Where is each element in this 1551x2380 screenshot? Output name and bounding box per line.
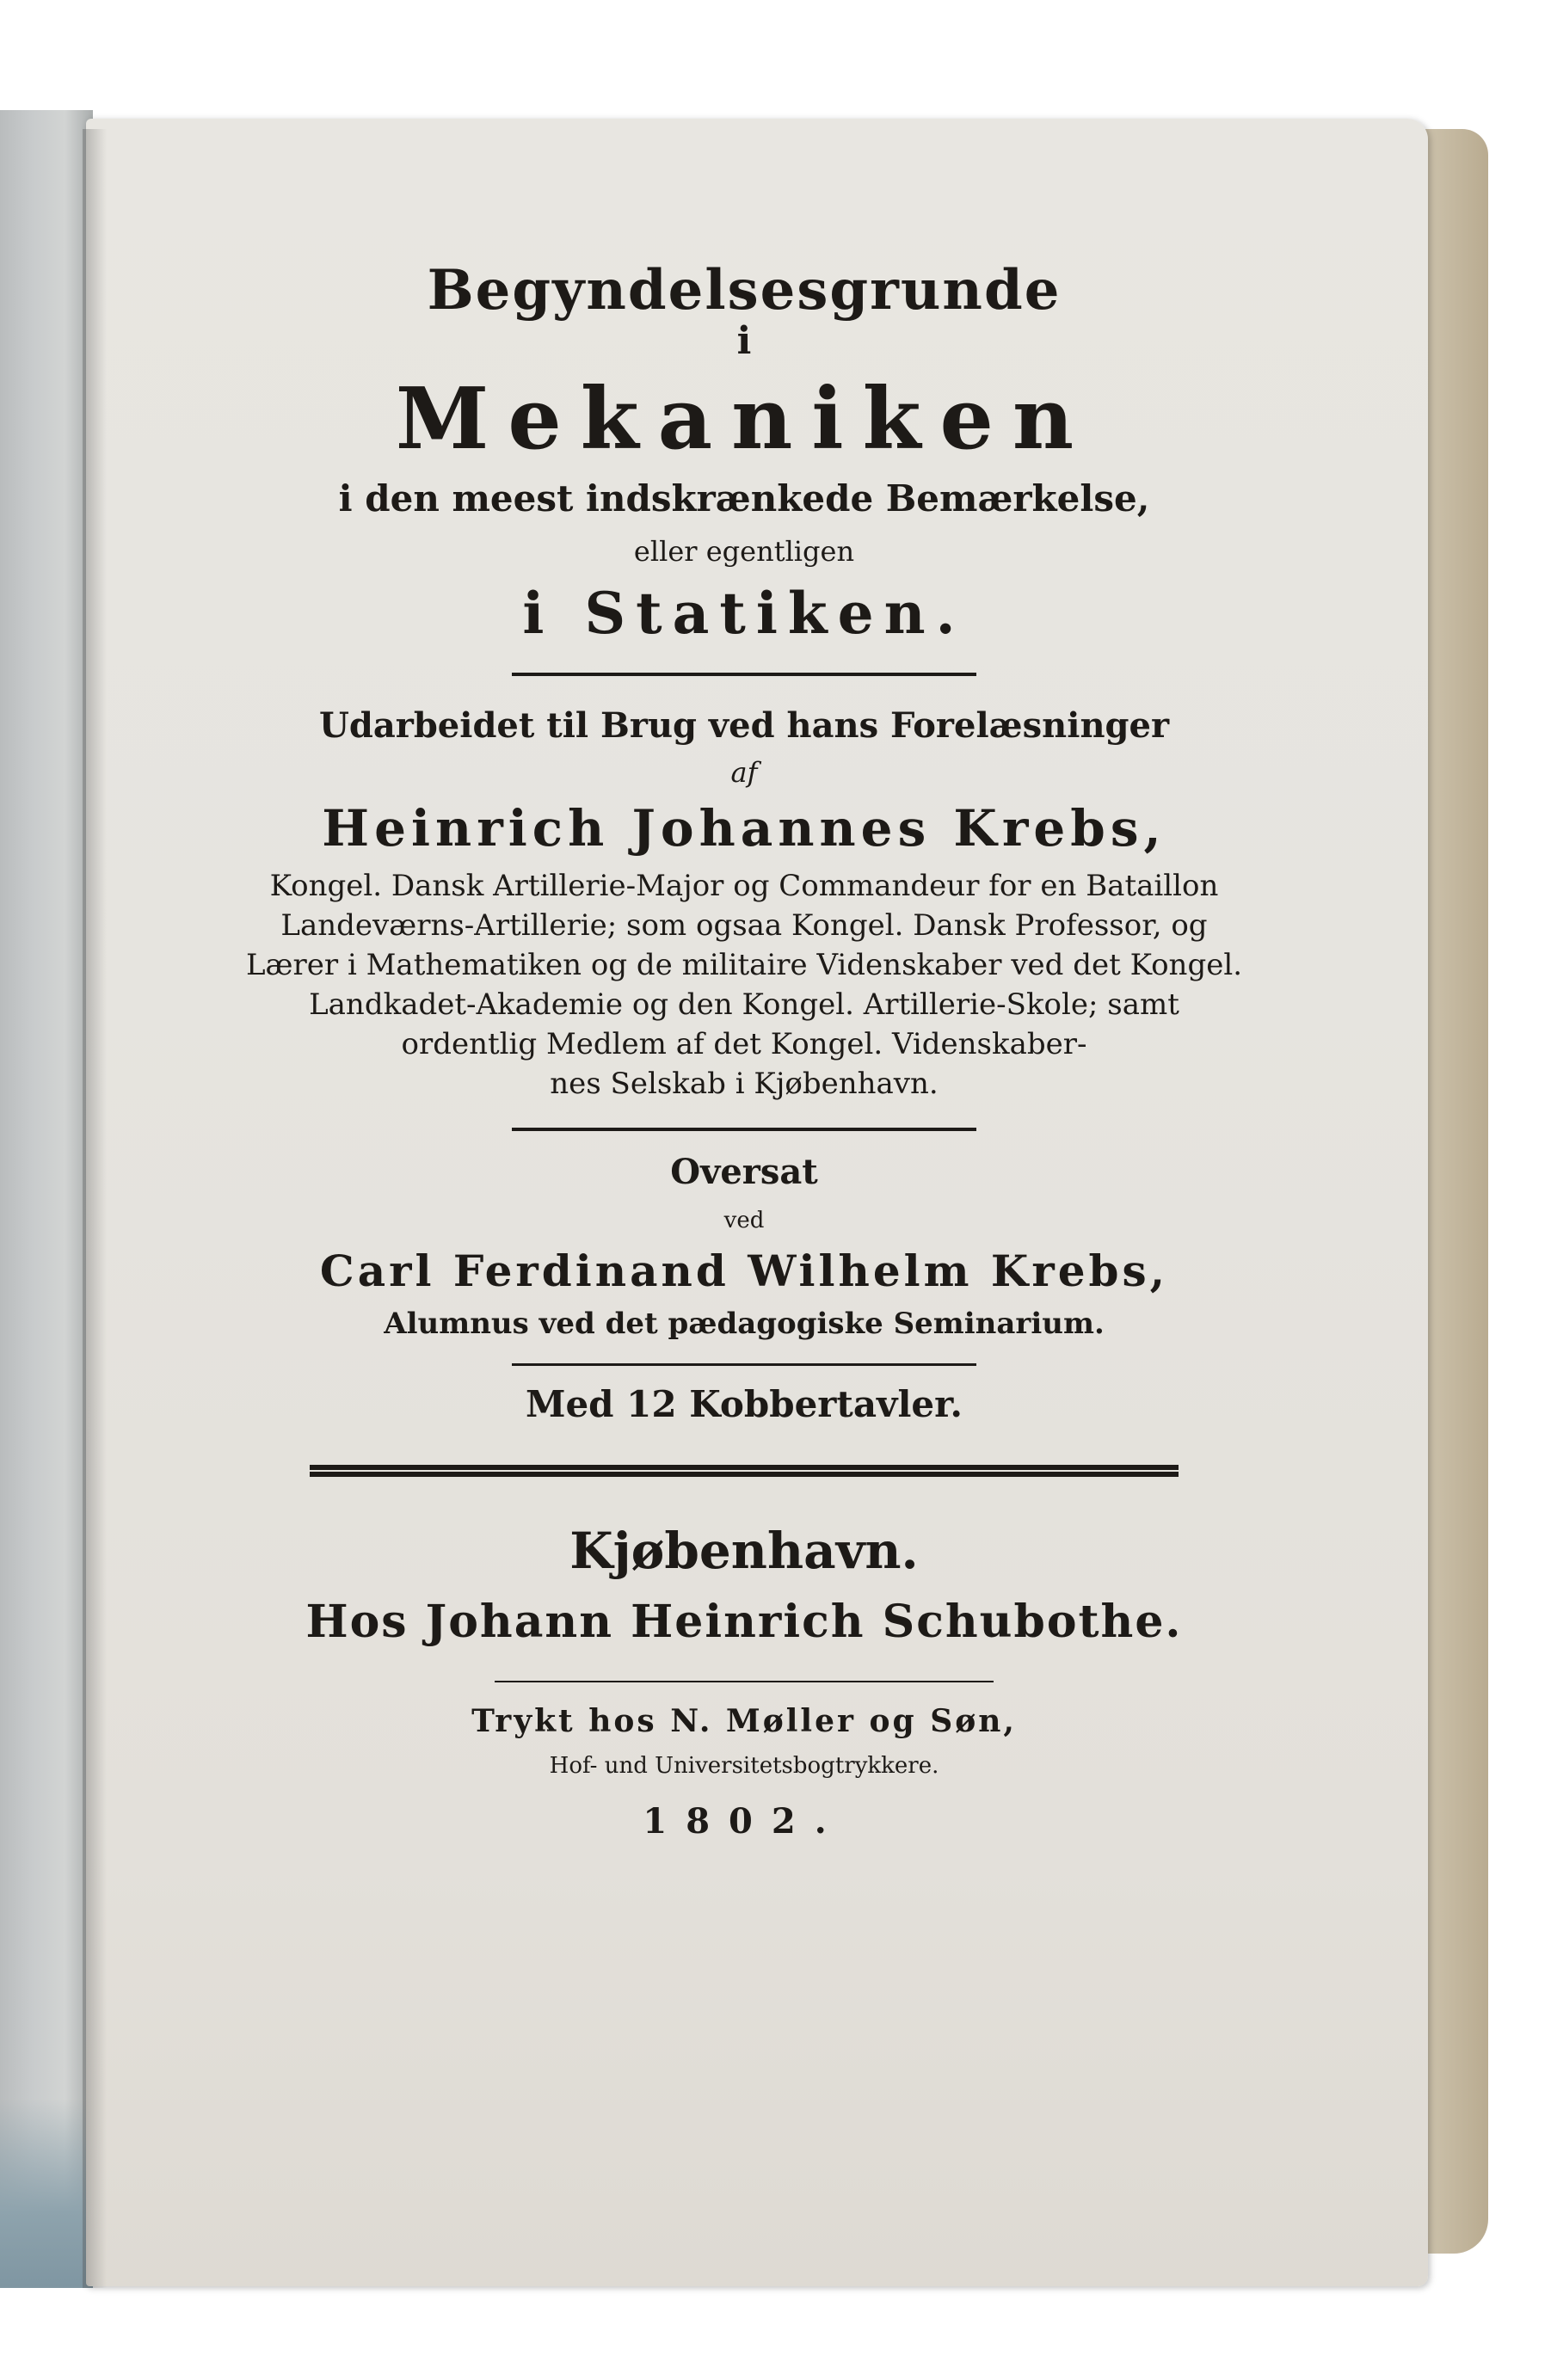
author-desc-line: Kongel. Dansk Artillerie-Major og Commandeur for en Bataillon (269, 869, 1219, 903)
title-line-2: Mekaniken (395, 370, 1093, 469)
by-line: af (730, 756, 758, 789)
title-page-text (163, 258, 1325, 1842)
divider-rule (512, 1128, 976, 1131)
title-line-1: Begyndelsesgrunde (427, 258, 1062, 323)
divider-rule (512, 1363, 976, 1366)
double-divider-rule (310, 1465, 1179, 1477)
title-line-3: i Statiken. (522, 580, 966, 647)
translated-line: Oversat (670, 1152, 818, 1192)
title-connector: i (736, 319, 752, 363)
printer-line: Trykt hos N. Møller og Søn, (471, 1703, 1017, 1739)
author-desc-line: Landkadet-Akademie og den Kongel. Artillerie-Skole; samt (309, 987, 1179, 1022)
divider-rule (512, 673, 976, 676)
translator-description: Alumnus ved det pædagogiske Seminarium. (384, 1307, 1105, 1341)
translated-by-line: ved (723, 1208, 765, 1233)
author-desc-line: nes Selskab i Kjøbenhavn. (550, 1067, 939, 1101)
divider-rule (495, 1681, 994, 1682)
imprint-publisher: Hos Johann Heinrich Schubothe. (305, 1596, 1183, 1648)
imprint-place: Kjøbenhavn. (569, 1522, 919, 1580)
cover-blue-paper (0, 2099, 93, 2288)
prepared-line: Udarbeidet til Brug ved hans Forelæsninger (318, 705, 1170, 746)
subtitle-line-1: i den meest indskrænkede Bemærkelse, (338, 477, 1150, 520)
author-description (163, 866, 1325, 1104)
plates-line: Med 12 Kobbertavler. (525, 1383, 963, 1425)
author-desc-line: Landeværns-Artillerie; som ogsaa Kongel. Dansk Professor, og (280, 908, 1208, 943)
spine-shadow (83, 129, 107, 2288)
imprint-year: 1802. (643, 1801, 846, 1842)
author-desc-line: Lærer i Mathematiken og de militaire Videnskaber ved det Kongel. (245, 948, 1243, 982)
front-cover-board (0, 110, 93, 2288)
author-desc-line: ordentlig Medlem af det Kongel. Videnskaber- (401, 1027, 1087, 1061)
printer-description: Hof- und Universitetsbogtrykkere. (549, 1753, 939, 1779)
author-name: Heinrich Johannes Krebs, (322, 799, 1166, 858)
subtitle-line-2: eller egentligen (633, 535, 855, 568)
translator-name: Carl Ferdinand Wilhelm Krebs, (319, 1245, 1169, 1296)
